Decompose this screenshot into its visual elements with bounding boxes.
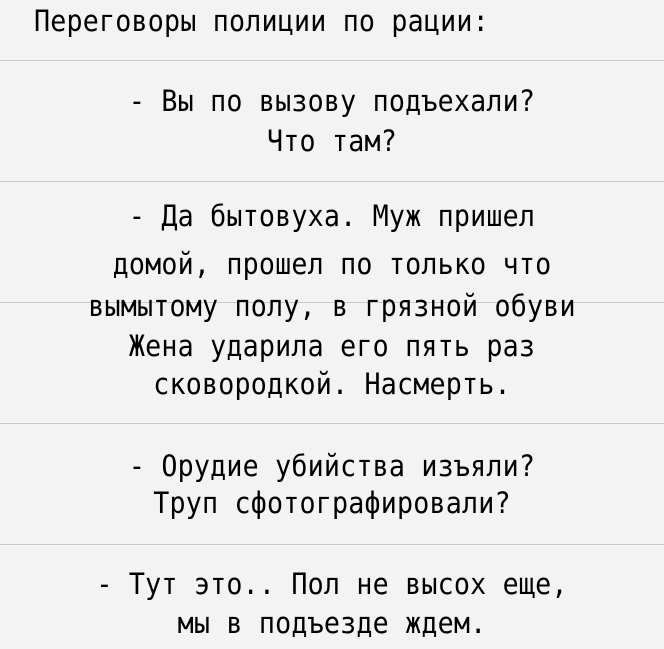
dialogue-line-5: вымытому полу, в грязной обуви	[88, 289, 576, 323]
heading-text: Переговоры полиции по рации:	[34, 4, 489, 38]
dialogue-line-3: - Да бытовуха. Муж пришел	[128, 199, 536, 233]
dialogue-line-7: сковородкой. Насмерть.	[153, 367, 511, 401]
dialogue-line-1: - Вы по вызову подъехали?	[128, 84, 536, 118]
dialogue-line-11: мы в подъезде ждем.	[177, 606, 487, 640]
dialogue-line-8: - Орудие убийства изъяли?	[128, 449, 536, 483]
dialogue-line-4: домой, прошел по только что	[112, 247, 552, 281]
dialogue-line-6: Жена ударила его пять раз	[128, 329, 536, 363]
dialogue-line-2: Что там?	[267, 124, 397, 158]
dialogue-line-10: - Тут это.. Пол не высох еще,	[96, 567, 568, 601]
dialogue-line-9: Труп сфотографировали?	[153, 486, 511, 520]
